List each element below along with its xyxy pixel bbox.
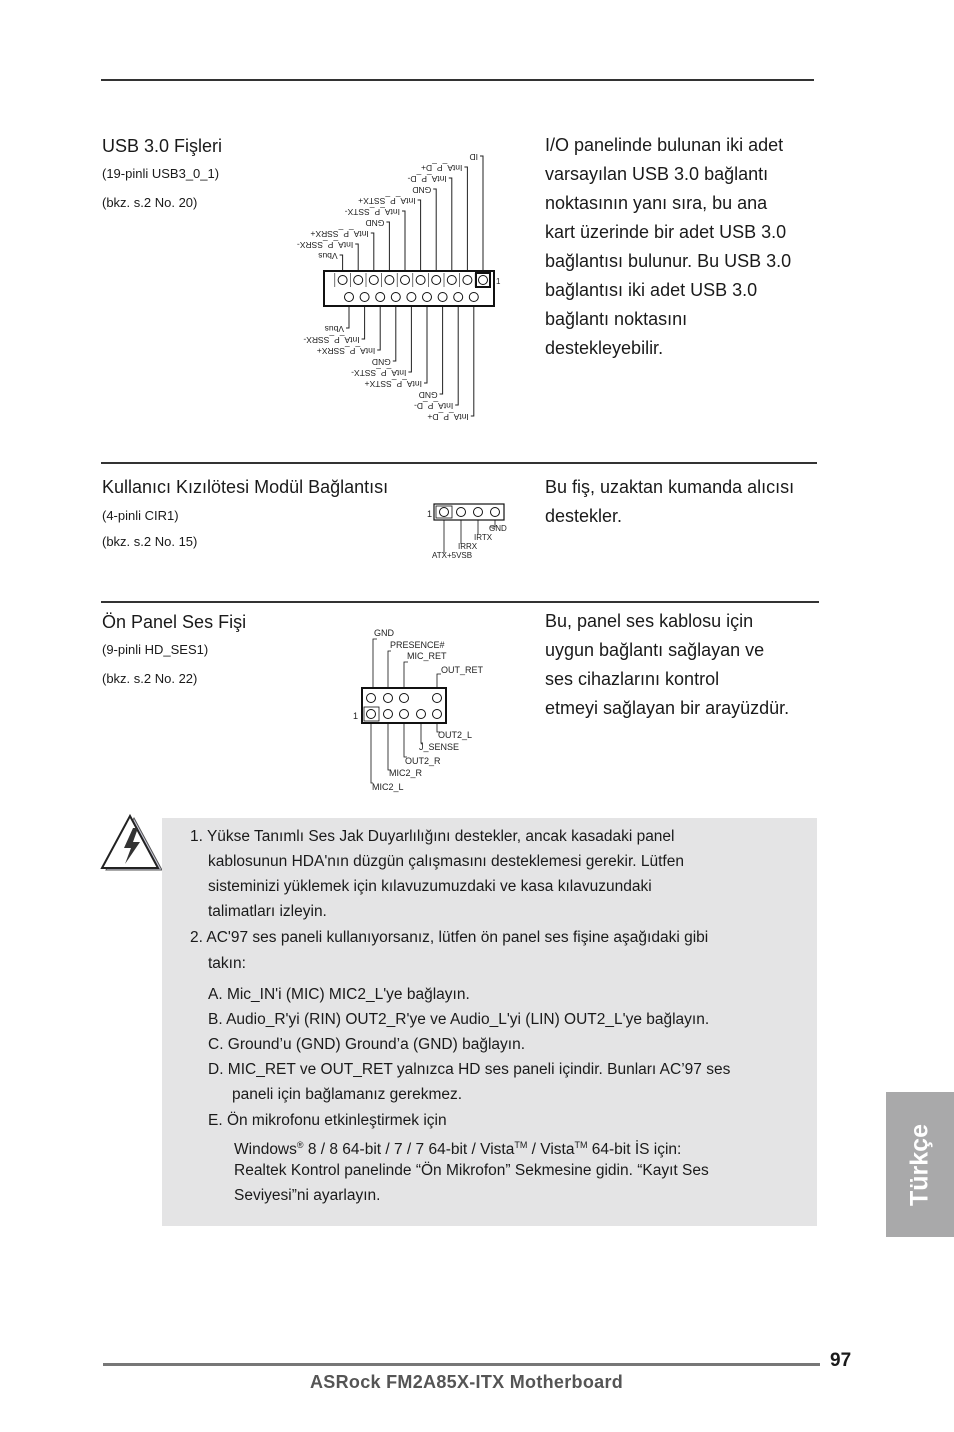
usb-pin1-label: 1 bbox=[496, 277, 501, 286]
usb-label-line bbox=[402, 211, 405, 271]
note-2e-level: Seviyesi”ni ayarlayın. bbox=[234, 1187, 381, 1204]
audio-pin1-label: 1 bbox=[353, 711, 359, 721]
usb-pin bbox=[385, 276, 394, 285]
note-2-line: 2. AC'97 ses paneli kullanıyorsanız, lütfen ön panel ses fişine aşağıdaki gibi bbox=[190, 929, 709, 946]
note-2d-line: D. MIC_RET ve OUT_RET yalnızca HD ses paneli içindir. Bunları AC’97 ses bbox=[208, 1061, 731, 1078]
note-2c: C. Ground’u (GND) Ground’a (GND) bağlayın. bbox=[208, 1036, 526, 1053]
note-2b: B. Audio_R'yi (RIN) OUT2_R'ye ve Audio_L'yi (LIN) OUT2_L'ye bağlayın. bbox=[208, 1011, 710, 1028]
usb-pin bbox=[391, 293, 400, 302]
usb-title: USB 3.0 Fişleri bbox=[102, 136, 223, 156]
audio-desc-line: ses cihazlarını kontrol bbox=[545, 669, 720, 689]
cir-pin1-label: 1 bbox=[427, 509, 433, 519]
usb-label-line bbox=[362, 306, 365, 339]
audio-header-diagram bbox=[345, 625, 505, 797]
usb-top-label: IntA_P_SSRX+ bbox=[310, 229, 369, 239]
usb-top-label: GND bbox=[365, 218, 385, 228]
usb-label-line bbox=[340, 255, 343, 271]
usb-pin bbox=[438, 293, 447, 302]
usb-top-label: IntA_P_SSRX- bbox=[296, 240, 354, 250]
note-1-line: talimatları izleyin. bbox=[208, 903, 327, 920]
top-rule bbox=[101, 79, 814, 81]
usb-pin bbox=[432, 276, 441, 285]
section-divider bbox=[101, 601, 819, 603]
audio-label-mic-ret: MIC_RET bbox=[407, 651, 447, 661]
usb-top-label: IntA_P_D- bbox=[407, 174, 447, 184]
audio-title: Ön Panel Ses Fişi bbox=[102, 612, 247, 632]
audio-pin-info: (9-pinli HD_SES1) bbox=[102, 642, 209, 657]
usb-bottom-label: IntA_P_D+ bbox=[427, 412, 469, 422]
usb-top-label: ID bbox=[469, 152, 478, 162]
cir-desc-line: Bu fiş, uzaktan kumanda alıcısı bbox=[545, 477, 795, 497]
usb-pin bbox=[401, 276, 410, 285]
usb-label-line bbox=[418, 200, 421, 271]
audio-desc-line: uygun bağlantı sağlayan ve bbox=[545, 640, 765, 660]
usb-label-line bbox=[471, 306, 474, 416]
cir-title: Kullanıcı Kızılötesi Modül Bağlantısı bbox=[102, 477, 389, 497]
usb-top-label: IntA_P_SSTX+ bbox=[358, 196, 416, 206]
note-vista: / Vista bbox=[527, 1141, 575, 1159]
usb-pin bbox=[416, 276, 425, 285]
note-windows-text: Windows bbox=[234, 1141, 297, 1159]
note-1-line: kablosunun HDA'nın düzgün çalışmasını desteklemesi gerekir. Lütfen bbox=[208, 853, 684, 870]
usb-label-line bbox=[449, 178, 452, 271]
note-1-line: 1. Yükse Tanımlı Ses Jak Duyarlılığını destekler, ancak kasadaki panel bbox=[190, 828, 675, 845]
section-divider bbox=[101, 462, 817, 464]
usb-pin bbox=[479, 276, 488, 285]
audio-label-j-sense: J_SENSE bbox=[419, 742, 460, 752]
usb-label-line bbox=[455, 306, 458, 405]
cir-pin-info: (4-pinli CIR1) bbox=[102, 508, 179, 523]
usb-desc-line: kart üzerinde bir adet USB 3.0 bbox=[545, 222, 787, 242]
note-windows-versions: 8 / 8 64-bit / 7 / 7 64-bit / Vista bbox=[303, 1141, 515, 1159]
note-1-line: sisteminizi yüklemek için kılavuzumuzdaki ve kasa kılavuzundaki bbox=[208, 878, 652, 895]
usb-label-line bbox=[393, 306, 396, 361]
audio-ref: (bkz. s.2 No. 22) bbox=[102, 671, 198, 686]
language-tab-label: Türkçe bbox=[905, 1123, 934, 1206]
cir-label-irtx: IRTX bbox=[474, 533, 493, 542]
usb-desc-line: bağlantısı bulunur. Bu USB 3.0 bbox=[545, 251, 792, 271]
usb-pin bbox=[447, 276, 456, 285]
note-2-line: takın: bbox=[208, 955, 246, 972]
note-2d-line: paneli için bağlamanız gerekmez. bbox=[232, 1086, 463, 1103]
audio-label-out2-l: OUT2_L bbox=[438, 730, 473, 740]
usb-label-line bbox=[464, 167, 467, 271]
usb-pin bbox=[360, 293, 369, 302]
usb-desc-line: I/O panelinde bulunan iki adet bbox=[545, 135, 784, 155]
usb-label-line bbox=[433, 189, 436, 271]
usb-label-line bbox=[371, 233, 374, 271]
usb-ref: (bkz. s.2 No. 20) bbox=[102, 195, 198, 210]
usb-top-label: IntA_P_D+ bbox=[421, 163, 463, 173]
cir-desc-line: destekler. bbox=[545, 506, 623, 526]
usb-desc-line: destekleyebilir. bbox=[545, 338, 664, 358]
note-vista-64: 64-bit İS için: bbox=[587, 1141, 682, 1159]
usb-bottom-label: IntA_P_SSTX- bbox=[351, 368, 407, 378]
audio-label-gnd: GND bbox=[374, 628, 394, 638]
usb-pin bbox=[369, 276, 378, 285]
audio-description bbox=[545, 607, 789, 723]
usb-pin bbox=[469, 293, 478, 302]
usb-pin bbox=[463, 276, 472, 285]
usb-label-line bbox=[386, 222, 389, 271]
usb-label-line bbox=[377, 306, 380, 350]
usb-label-line bbox=[346, 306, 349, 328]
usb-bottom-label: IntA_P_D- bbox=[413, 401, 454, 411]
audio-label-mic2-l: MIC2_L bbox=[372, 782, 404, 792]
usb-pin bbox=[423, 293, 432, 302]
usb-pin bbox=[354, 276, 363, 285]
cir-label-atx5vsb: ATX+5VSB bbox=[432, 551, 473, 560]
usb-bottom-label: IntA_P_SSTX+ bbox=[364, 379, 422, 389]
usb-pin bbox=[407, 293, 416, 302]
usb-bottom-label: IntA_P_SSRX- bbox=[303, 335, 360, 345]
note-2e-realtek: Realtek Kontrol panelinde “Ön Mikrofon” Sekmesine gidin. “Kayıt Ses bbox=[234, 1162, 709, 1179]
usb-label-line bbox=[440, 306, 443, 394]
usb-bottom-label: GND bbox=[371, 357, 391, 367]
usb-pin bbox=[345, 293, 354, 302]
note-2e: E. Ön mikrofonu etkinleştirmek için bbox=[208, 1112, 447, 1129]
usb-bottom-label: GND bbox=[418, 390, 438, 400]
audio-desc-line: etmeyi sağlayan bir arayüzdür. bbox=[545, 698, 790, 718]
usb-desc-line: bağlantı noktasını bbox=[545, 309, 688, 329]
audio-label-mic2-r: MIC2_R bbox=[389, 768, 423, 778]
usb-label-line bbox=[355, 244, 358, 271]
language-tab bbox=[886, 1092, 954, 1237]
audio-label-out-ret: OUT_RET bbox=[441, 665, 484, 675]
usb-top-label: Vbus bbox=[318, 251, 338, 261]
trademark-mark: TM bbox=[514, 1140, 528, 1150]
usb-pin-info: (19-pinli USB3_0_1) bbox=[102, 166, 220, 181]
usb-pin bbox=[376, 293, 385, 302]
usb-bottom-label: IntA_P_SSRX+ bbox=[316, 346, 376, 356]
usb-top-label: GND bbox=[412, 185, 432, 195]
footer-title: ASRock FM2A85X-ITX Motherboard bbox=[310, 1372, 624, 1392]
cir-header-diagram bbox=[420, 500, 520, 565]
usb-pin bbox=[454, 293, 463, 302]
usb-header-diagram bbox=[290, 140, 510, 430]
note-2a: A. Mic_IN'i (MIC) MIC2_L'ye bağlayın. bbox=[208, 986, 470, 1003]
usb-label-line bbox=[408, 306, 411, 372]
usb-desc-line: varsayılan USB 3.0 bağlantı bbox=[545, 164, 769, 184]
trademark-mark: TM bbox=[574, 1140, 588, 1150]
warning-icon bbox=[100, 814, 164, 874]
cir-label-irrx: IRRX bbox=[458, 542, 478, 551]
usb-top-label: IntA_P_SSTX- bbox=[344, 207, 400, 217]
usb-desc-line: noktasının yanı sıra, bu ana bbox=[545, 193, 768, 213]
footer-rule bbox=[103, 1363, 820, 1366]
usb-pin bbox=[338, 276, 347, 285]
audio-label-presence: PRESENCE# bbox=[390, 640, 445, 650]
usb-label-line bbox=[480, 156, 483, 271]
usb-bottom-label: Vbus bbox=[324, 324, 344, 334]
registered-mark: ® bbox=[296, 1140, 304, 1150]
cir-ref: (bkz. s.2 No. 15) bbox=[102, 534, 198, 549]
usb-label-line bbox=[424, 306, 427, 383]
cir-label-gnd: GND bbox=[489, 524, 507, 533]
audio-label-out2-r: OUT2_R bbox=[405, 756, 441, 766]
audio-desc-line: Bu, panel ses kablosu için bbox=[545, 611, 754, 631]
usb-desc-line: bağlantısı iki adet USB 3.0 bbox=[545, 280, 758, 300]
cir-description bbox=[545, 473, 794, 531]
page-number: 97 bbox=[830, 1350, 852, 1371]
usb-description bbox=[545, 131, 791, 363]
